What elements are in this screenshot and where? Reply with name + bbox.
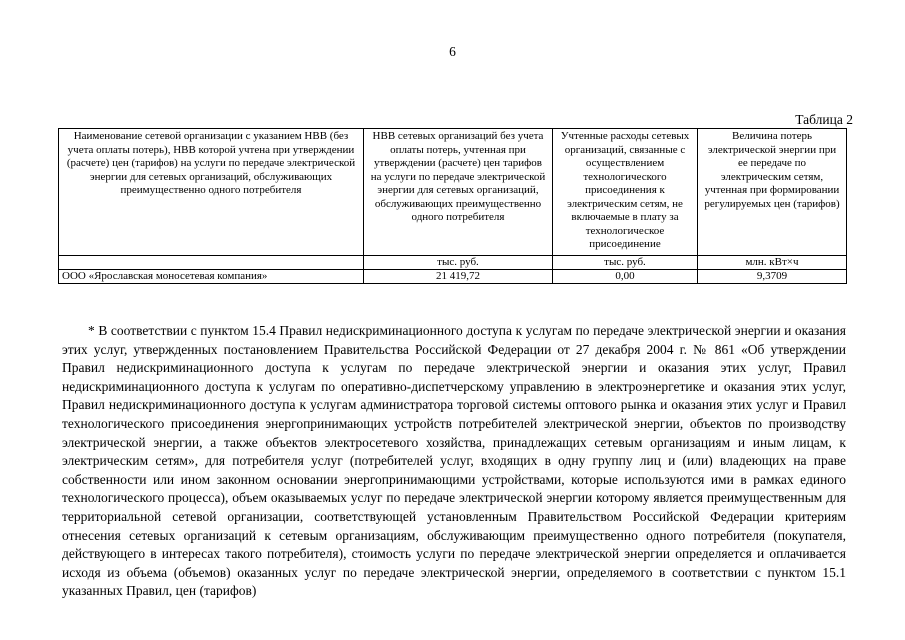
table-units-row bbox=[59, 255, 847, 269]
table-header-row bbox=[59, 129, 847, 256]
header-energy-losses: Величина потерь электрической энергии при ее передаче по электрическим сетям, учтенная при формировании регулируемых цен (тарифов) bbox=[698, 129, 847, 256]
unit-energy-losses: млн. кВт×ч bbox=[698, 255, 847, 269]
unit-tech-connection-costs: тыс. руб. bbox=[553, 255, 698, 269]
tariff-table bbox=[58, 128, 847, 284]
page-number: 6 bbox=[449, 44, 456, 59]
table-caption: Таблица 2 bbox=[795, 112, 853, 127]
organization-name-cell: ООО «Ярославская моносетевая компания» bbox=[59, 269, 364, 284]
unit-nvv: тыс. руб. bbox=[364, 255, 553, 269]
energy-losses-cell: 9,3709 bbox=[698, 269, 847, 284]
header-tech-connection-costs: Учтенные расходы сетевых организаций, связанные с осуществлением технологического присоединения к электрическим сетям, не включаемые в плату за технологическое присоединение bbox=[553, 129, 698, 256]
header-nvv: НВВ сетевых организаций без учета оплаты потерь, учтенная при утверждении (расчете) цен тарифов на услуги по передаче электрической энергии для сетевых организаций, обслуживающих преимущественно одного потребителя bbox=[364, 129, 553, 256]
tech-connection-costs-cell: 0,00 bbox=[553, 269, 698, 284]
footnote-paragraph: * В соответствии с пунктом 15.4 Правил недискриминационного доступа к услугам по передаче электрической энергии и оказания этих услуг, утвержденных постановлением Правительства Российской Федерации от 27 декабря 2004 г. № 861 «Об утверждении Правил недискриминационного доступа к услугам по передаче электрической энергии и оказания этих услуг, Правил недискриминационного доступа к услугам по оперативно-диспетчерскому управлению в электроэнергетике и оказания этих услуг, Правил недискриминационного доступа к услугам администратора торговой системы оптового рынка и оказания этих услуг и Правил технологического присоединения энергопринимающих устройств потребителей электрической энергии, объектов по производству электрической энергии, а также объектов электросетевого хозяйства, принадлежащих сетевым организациям и иным лицам, к электрическим сетям», для потребителя услуг (потребителей услуг, входящих в одну группу лиц и (или) владеющих на праве собственности или ином законном основании энергопринимающими устройствами, которые используются ими в рамках единого технологического процесса), объем оказываемых услуг по передаче электрической энергии которому является преимущественным для территориальной сетевой организации, соответствующей установленным Правительством Российской Федерации критериям отнесения сетевых организаций к сетевым организациям, обслуживающим преимущественно одного потребителя (покупателя, действующего в интересах такого потребителя), стоимость услуги по передаче электрической энергии определяется и оплачивается исходя из объема (объемов) оказанных услуг по передаче электрической энергии, определяемого в соответствии с пунктом 15.1 указанных Правил, цен (тарифов) bbox=[62, 323, 846, 599]
table-row bbox=[59, 269, 847, 284]
header-organization-name: Наименование сетевой организации с указанием НВВ (без учета оплаты потерь), НВВ которой учтена при утверждении (расчете) цен (тарифов) на услуги по передаче электрической энергии для сетевых организаций, обслуживающих преимущественно одного потребителя bbox=[59, 129, 364, 256]
nvv-cell: 21 419,72 bbox=[364, 269, 553, 284]
unit-organization-name bbox=[59, 255, 364, 269]
